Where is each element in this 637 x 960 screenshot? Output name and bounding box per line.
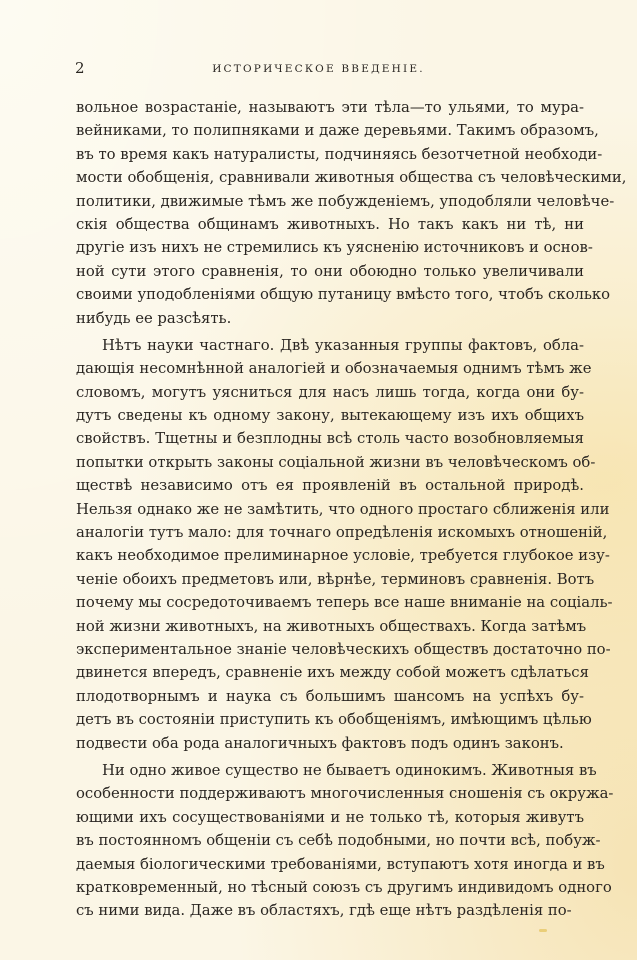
text-line: ной сути этого сравненія, то они обоюдно только увеличивали: [76, 262, 584, 280]
text-line: ной жизни животныхъ, на животныхъ обществахъ. Когда затѣмъ: [76, 617, 587, 635]
text-line: своими уподобленіями общую путаницу вмѣсто того, чтобъ сколько: [76, 286, 611, 304]
paragraph: [76, 759, 614, 923]
paper-stain: [539, 929, 547, 932]
text-line: ющими ихъ сосуществованіями и не только тѣ, которыя живутъ: [76, 808, 584, 826]
text-line: мости обобщенія, сравнивали животныя общества съ человѣческими,: [76, 169, 627, 187]
text-line: кратковременный, но тѣсный союзъ съ другимъ индивидомъ одного: [76, 878, 612, 896]
text-line: ченіе обоихъ предметовъ или, вѣрнѣе, терминовъ сравненія. Вотъ: [76, 570, 595, 588]
text-line: вейниками, то полипняками и даже деревьями. Такимъ образомъ,: [76, 122, 599, 140]
text-line: въ то время какъ натуралисты, подчиняясь безотчетной необходи-: [76, 145, 603, 163]
text-line: плодотворнымъ и наука съ большимъ шансомъ на успѣхъ бу-: [76, 687, 584, 705]
text-line: какъ необходимое прелиминарное условіе, требуется глубокое изу-: [76, 547, 610, 565]
text-line: съ ними вида. Даже въ областяхъ, гдѣ еще нѣтъ раздѣленія по-: [76, 902, 572, 920]
text-line: аналогіи тутъ мало: для точнаго опредѣленія искомыхъ отношеній,: [76, 524, 608, 542]
text-line: нибудь ее разсѣять.: [76, 309, 232, 327]
text-line: Ни одно живое существо не бываетъ одинокимъ. Животныя въ: [102, 761, 597, 779]
text-line: дутъ сведены къ одному закону, вытекающему изъ ихъ общихъ: [76, 407, 584, 425]
text-line: вольное возрастаніе, называютъ эти тѣла—то ульями, то мура-: [76, 99, 584, 116]
text-line: экспериментальное знаніе человѣческихъ обществъ достаточно по-: [76, 640, 611, 658]
text-line: детъ въ состояніи приступить къ обобщеніямъ, имѣющимъ цѣлью: [76, 711, 592, 729]
text-line: скія общества общинамъ животныхъ. Но такъ какъ ни тѣ, ни: [76, 215, 584, 233]
text-line: двинется впередъ, сравненіе ихъ между собой можетъ сдѣлаться: [76, 664, 589, 682]
paragraph: [76, 96, 627, 330]
text-line: въ постоянномъ общеніи съ себѣ подобными, но почти всѣ, побуж-: [76, 832, 601, 850]
text-line: попытки открыть законы соціальной жизни въ человѣческомъ об-: [76, 453, 596, 471]
text-line: ществѣ независимо отъ ея проявленій въ остальной природѣ.: [76, 477, 584, 495]
paragraphs-container: [76, 96, 627, 923]
text-line: Нельзя однако же не замѣтить, что одного простаго сближенія или: [76, 500, 610, 518]
text-line: подвести оба рода аналогичныхъ фактовъ подъ одинъ законъ.: [76, 734, 564, 752]
text-line: свойствъ. Тщетны и безплодны всѣ столь часто возобновляемыя: [76, 430, 584, 448]
paragraph: [76, 334, 613, 755]
text-line: другіе изъ нихъ не стремились къ уясненію источниковъ и основ-: [76, 239, 593, 257]
text-line: почему мы сосредоточиваемъ теперь все наше вниманіе на соціаль-: [76, 594, 613, 612]
text-line: даемыя біологическими требованіями, вступаютъ хотя иногда и въ: [76, 855, 605, 873]
text-line: особенности поддерживаютъ многочисленныя сношенія съ окружа-: [76, 785, 614, 803]
text-line: дающія несомнѣнной аналогіей и обозначаемыя однимъ тѣмъ же: [76, 360, 592, 378]
text-line: словомъ, могутъ уясниться для насъ лишь тогда, когда они бу-: [76, 383, 584, 401]
page-number: 2: [75, 59, 85, 77]
text-line: политики, движимые тѣмъ же побужденіемъ, уподобляли человѣче-: [76, 192, 615, 210]
text-line: Нѣтъ науки частнаго. Двѣ указанныя группы фактовъ, обла-: [102, 336, 584, 354]
running-title: ИСТОРИЧЕСКОЕ ВВЕДЕНІЕ.: [212, 63, 425, 75]
body-text: [76, 96, 627, 923]
